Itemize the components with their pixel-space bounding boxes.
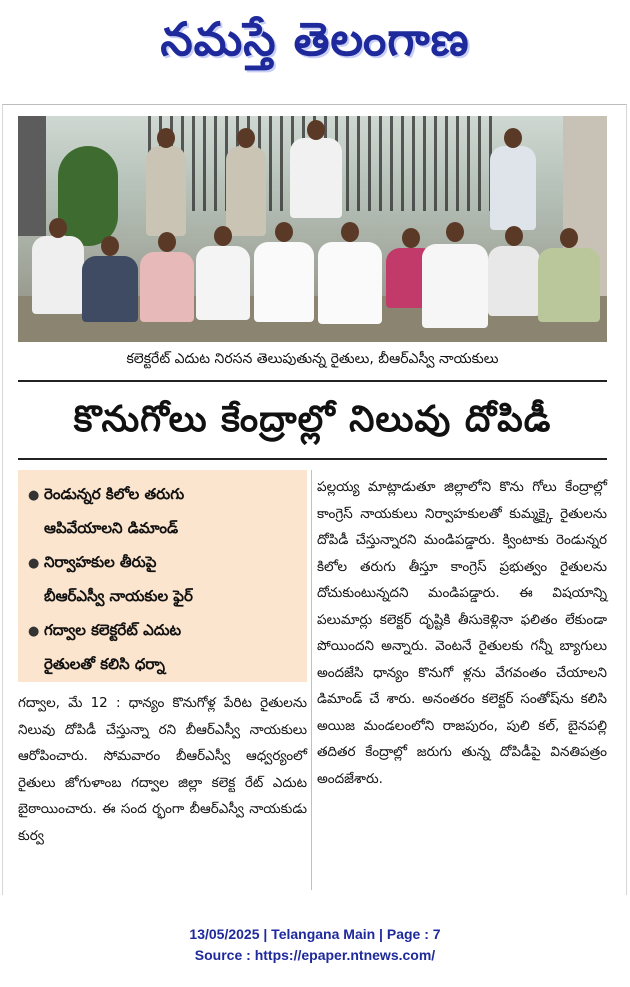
photo-person: [488, 246, 540, 316]
photo-person: [140, 252, 194, 322]
photo-person-head: [504, 128, 522, 148]
headline-rule-bottom: [18, 458, 607, 460]
photo-person: [290, 138, 342, 218]
photo-person-head: [341, 222, 359, 242]
photo-person: [146, 146, 186, 236]
highlight-line: గద్వాల కలెక్టరేట్ ఎదుట: [44, 621, 182, 639]
column-divider: [311, 470, 312, 890]
newspaper-masthead: నమస్తే తెలంగాణ: [160, 12, 470, 66]
bullet-icon: ●: [28, 488, 40, 503]
photo-person-head: [157, 128, 175, 148]
photo-bush: [58, 146, 118, 246]
highlight-line: బీఆర్ఎస్వీ నాయకుల ఫైర్: [44, 587, 193, 605]
headline-rule-top: [18, 380, 607, 382]
highlight-item: [28, 614, 300, 681]
photo-person-head: [214, 226, 232, 246]
photo-person-head: [275, 222, 293, 242]
photo-person-head: [446, 222, 464, 242]
photo-person: [318, 242, 382, 324]
photo-person: [226, 146, 266, 236]
photo-person: [490, 146, 536, 230]
article-body-left: గద్వాల, మే 12 : ధాన్యం కొనుగోళ్ల పేరిట రైతులను నిలువు దోపిడీ చేస్తున్నా రని బీఆర్ఎస్వీ నాయకులు ఆరోపించారు. సోమవారం బీఆర్ఎస్వీ ఆధ్వర్యంలో రైతులు జోగుళాంబ గద్వాల జిల్లా కలెక్ట రేట్ ఎదుట బైఠాయించారు. ఈ సంద ర్భంగా బీఆర్ఎస్వీ నాయకుడు కుర్వ: [18, 695, 307, 844]
photo-person: [196, 246, 250, 320]
bullet-icon: ●: [28, 624, 40, 639]
photo-person: [538, 248, 600, 322]
photo-person-head: [237, 128, 255, 148]
highlight-item: [28, 478, 300, 545]
article-body-right: పల్లయ్య మాట్లాడుతూ జిల్లాలోని కొను గోలు కేంద్రాల్లో కాంగ్రెస్ నాయకులు నిర్వాహకులతో కుమ్మక్కై రైతులను దోపిడీ చేస్తున్నారని మండిపడ్డారు. క్వింటాకు రెండున్నర కిలోల తరుగు తీస్తూ కాంగ్రెస్ ప్రభుత్వం రైతులను దోచుకుంటున్నదని మండిపడ్డారు. ఈ విషయాన్ని పలుమార్లు కలెక్టర్ దృష్టికి తీసుకెళ్లినా ఫలితం లేకుండా పోయిందని అన్నారు. వెంటనే రైతులకు గన్నీ బ్యాగులు అందజేసి ధాన్యం కొనుగో ళ్లను వేగవంతం చేయాలని డిమాండ్ చే శారు. అనంతరం కలెక్టర్ సంతోష్‌ను కలిసి అయిజ మండలంలోని రాజపురం, పులి కల్, బైనపల్లి తదితర కేంద్రాల్లో జరుగు తున్న దోపిడీపై వినతిపత్రం అందజేశారు.: [317, 479, 607, 787]
photo-person-head: [158, 232, 176, 252]
photo-person: [422, 244, 488, 328]
photo-person: [82, 256, 138, 322]
highlights-box: [18, 470, 307, 682]
footer-source-link[interactable]: Source : https://epaper.ntnews.com/: [194, 947, 436, 963]
highlight-line: రెండున్నర కిలోల తరుగు: [44, 485, 185, 503]
highlight-line: ఆపివేయాలని డిమాండ్: [44, 519, 179, 537]
photo-person-head: [505, 226, 523, 246]
article-headline: కొనుగోలు కేంద్రాల్లో నిలువు దోపిడీ: [73, 399, 552, 440]
photo-person-head: [307, 120, 325, 140]
photo-person-head: [560, 228, 578, 248]
photo-person-head: [49, 218, 67, 238]
photo-caption: కలెక్టరేట్ ఎదుట నిరసన తెలుపుతున్న రైతులు, బీఆర్ఎస్వీ నాయకులు: [126, 351, 499, 367]
footer-edition-info: 13/05/2025 | Telangana Main | Page : 7: [189, 926, 441, 942]
highlight-line: రైతులతో కలిసి ధర్నా: [44, 655, 165, 673]
highlight-item: [28, 546, 300, 613]
photo-person-head: [402, 228, 420, 248]
highlight-line: నిర్వాహకుల తీరుపై: [44, 553, 157, 571]
bullet-icon: ●: [28, 556, 40, 571]
page-footer: [0, 924, 630, 966]
photo-person-head: [101, 236, 119, 256]
photo-person: [32, 236, 84, 314]
photo-person: [254, 242, 314, 322]
photo-wall-left: [18, 116, 46, 236]
news-photo: [18, 116, 607, 342]
